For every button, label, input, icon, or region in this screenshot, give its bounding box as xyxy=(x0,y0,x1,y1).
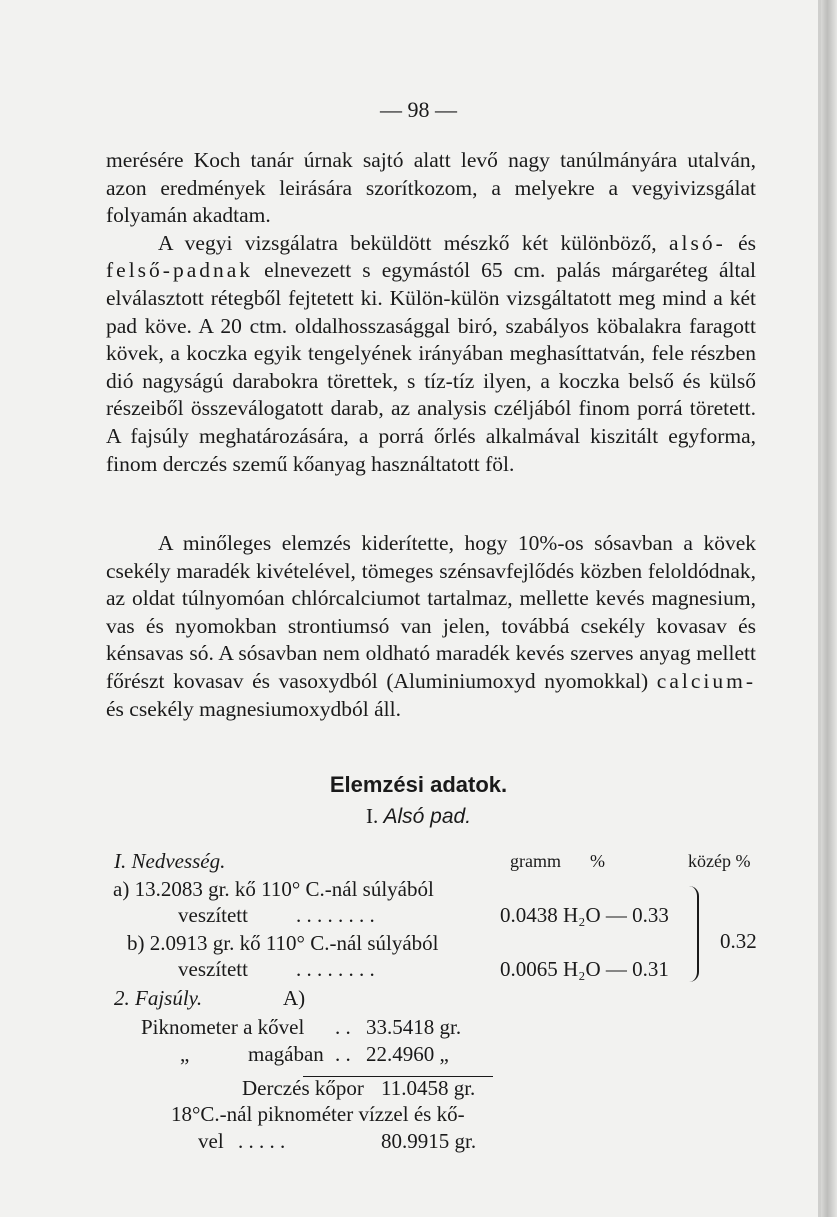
col-header-gramm: gramm xyxy=(510,851,561,871)
pikno-value: 33.5418 gr. xyxy=(366,1015,462,1039)
paragraph-1: merésére Koch tanár úrnak sajtó alatt levő nagy tanúlmányára utalván, azon eredmények leirására szorítkozom, a melyekre a vegyivizsgálat folyamán akadtam. xyxy=(106,148,756,228)
section-fajsuly-title: 2. Fajsúly. xyxy=(114,986,203,1010)
col-header-kozep: közép % xyxy=(688,851,751,871)
spaced-term-calcium: calcium- xyxy=(656,668,756,693)
temperature-line: 18°C.-nál piknométer vízzel és kő- xyxy=(171,1102,465,1126)
ditto-mark: „ xyxy=(180,1042,190,1066)
section-heading: Elemzési adatok. xyxy=(329,772,508,797)
leader-dots: . . . . . . . . xyxy=(296,957,375,981)
subsection-heading: I. Alsó pad. xyxy=(365,804,472,828)
section-nedvesseg-title: I. Nedvesség. xyxy=(114,849,226,873)
page-number: — 98 — xyxy=(380,97,457,122)
page-edge-line xyxy=(818,0,821,1217)
vel-value: 80.9915 gr. xyxy=(381,1129,477,1153)
text-block-analysis xyxy=(106,530,756,723)
paragraph-2: A vegyi vizsgálatra beküldött mészkő két különböző, alsó- és felső-padnak elnevezett s egymástól 65 cm. palás márgaréteg által elválasztott rétegből fejtetett ki. Külön-külön vizsgáltatott meg mind a két pad köve. A 20 ctm. oldalhosszasággal biró, szabályos köbalakra faragott kövek, a koczka egyik tengelyének irányában meghasíttatván, fele részben dió nagyságú darabokra törettek, s tíz-tíz ilyen, a koczka belső és külső részeiből összeválogatott darab, az analysis czéljából finom porrá töretett. A fajsúly meghatározására, a porrá őrlés alkalmával kiszitált egyforma, finom derczés szemű kőanyag használtatott föl. xyxy=(106,230,756,476)
vel-label: vel xyxy=(198,1129,224,1153)
measurement-a: a) 13.2083 gr. kő 110° C.-nál súlyából xyxy=(113,877,434,901)
magaban-value: 22.4960 „ xyxy=(366,1042,449,1066)
text-block-top xyxy=(106,147,756,478)
measurement-a-value: 0.0438 H₂O — 0.33 xyxy=(500,903,669,927)
magaban-label: magában xyxy=(248,1042,324,1066)
leader-dots: . . . . . xyxy=(238,1129,286,1153)
pikno-label: Piknometer a kővel xyxy=(141,1015,305,1039)
average-value: 0.32 xyxy=(720,929,757,953)
paragraph-3: A minőleges elemzés kiderítette, hogy 10%-os sósavban a kövek csekély maradék kivételével, tömeges szénsavfejlődés közben feloldódnak, az oldat túlnyomóan chlórcalciumot tartalmaz, mellette kevés magnesium, vas és nyomokban strontiumsó van jelen, továbbá csekély kovasav és kénsavas só. A sósavban nem oldható maradék kevés szerves anyag mellett főrészt kovasav és vasoxydból (Aluminiumoxyd nyomokkal) calcium- és csekély magnesiumoxydból áll. xyxy=(106,531,756,721)
leader-dots: . . . . . . . . xyxy=(296,903,375,927)
spaced-term-also: alsó- xyxy=(668,230,726,255)
leader-dots: . . xyxy=(335,1042,351,1066)
col-header-percent: % xyxy=(590,851,605,871)
dercz-label: Derczés kőpor xyxy=(242,1076,364,1100)
measurement-b-value: 0.0065 H₂O — 0.31 xyxy=(500,957,669,981)
brace-bracket xyxy=(689,886,699,982)
section-fajsuly-sub: A) xyxy=(283,986,306,1010)
measurement-b: b) 2.0913 gr. kő 110° C.-nál súlyából xyxy=(127,931,439,955)
dercz-value: 11.0458 gr. xyxy=(381,1076,476,1100)
spaced-term-felso: felső-padnak xyxy=(106,258,254,283)
leader-dots: . . xyxy=(335,1015,351,1039)
measurement-b-veszitett: veszített xyxy=(178,957,248,981)
page-edge-shadow xyxy=(821,0,837,1217)
measurement-a-veszitett: veszített xyxy=(178,903,248,927)
